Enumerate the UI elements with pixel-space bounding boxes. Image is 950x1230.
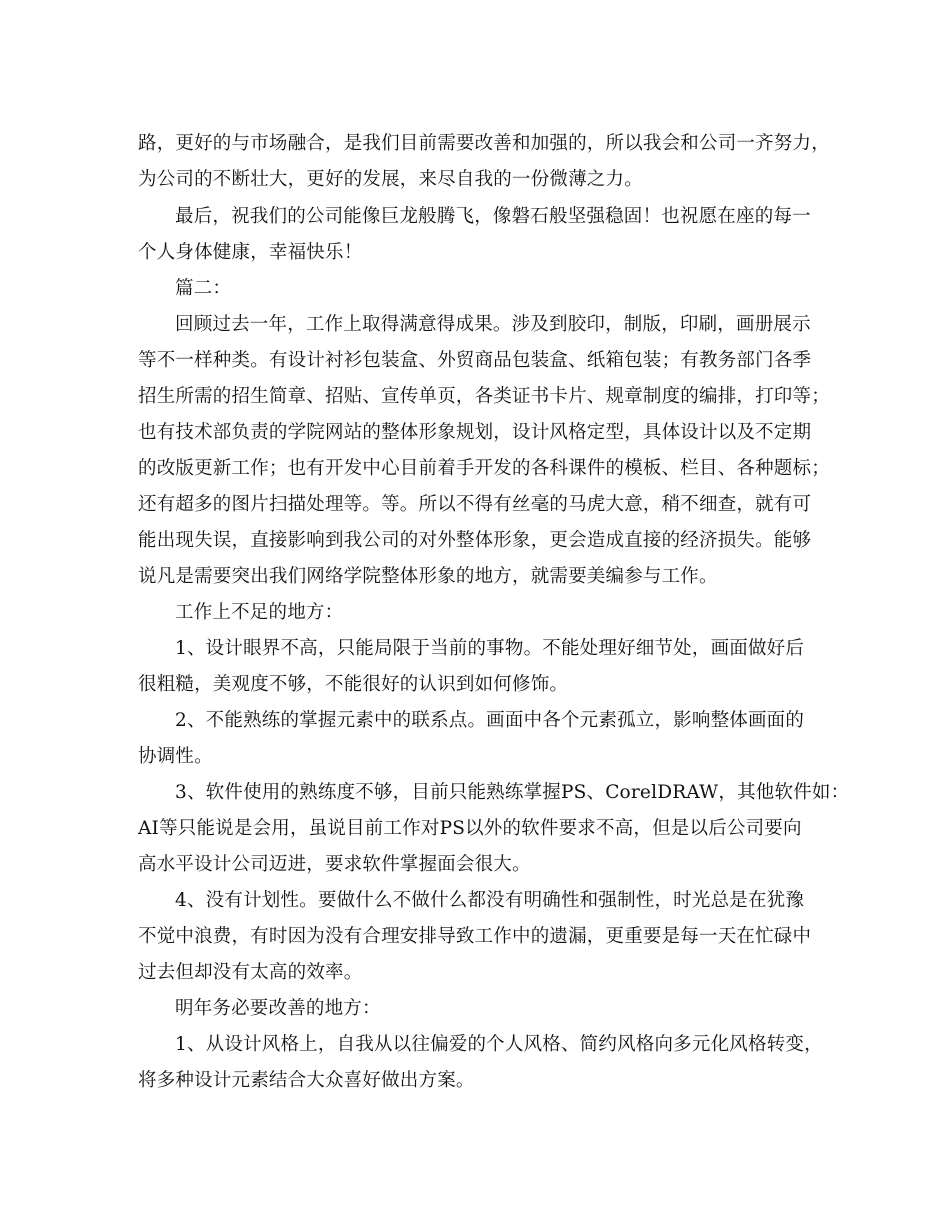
text-line: 能出现失误，直接影响到我公司的对外整体形象，更会造成直接的经济损失。能够 xyxy=(138,530,812,551)
text-line: 个人身体健康，幸福快乐！ xyxy=(138,242,363,263)
list-item: 1、从设计风格上，自我从以往偏爱的个人风格、简约风格向多元化风格转变， xyxy=(175,1034,823,1055)
text-line: 将多种设计元素结合大众喜好做出方案。 xyxy=(138,1070,475,1091)
text-line: 协调性。 xyxy=(138,746,213,767)
text-line: 高水平设计公司迈进，要求软件掌握面会很大。 xyxy=(138,854,531,875)
text-line: 说凡是需要突出我们网络学院整体形象的地方，就需要美编参与工作。 xyxy=(138,566,718,587)
text-line: 过去但却没有太高的效率。 xyxy=(138,962,363,983)
section-heading: 篇二： xyxy=(175,278,232,299)
text-line: 还有超多的图片扫描处理等。等。所以不得有丝毫的马虎大意，稍不细查，就有可 xyxy=(138,494,812,515)
text-line: 也有技术部负责的学院网站的整体形象规划，设计风格定型，具体设计以及不定期 xyxy=(138,422,812,443)
text-line: AI等只能说是会用，虽说目前工作对PS以外的软件要求不高，但是以后公司要向 xyxy=(138,818,802,839)
text-line: 的改版更新工作；也有开发中心目前着手开发的各科课件的模板、栏目、各种题标； xyxy=(138,458,830,479)
list-item: 3、软件使用的熟练度不够，目前只能熟练掌握PS、CorelDRAW，其他软件如： xyxy=(175,782,850,803)
text-line: 最后，祝我们的公司能像巨龙般腾飞，像磐石般坚强稳固！也祝愿在座的每一 xyxy=(175,206,811,227)
text-line: 等不一样种类。有设计衬衫包装盒、外贸商品包装盒、纸箱包装；有教务部门各季 xyxy=(138,350,812,371)
subheading: 明年务必要改善的地方： xyxy=(175,998,381,1019)
list-item: 4、没有计划性。要做什么不做什么都没有明确性和强制性，时光总是在犹豫 xyxy=(175,890,805,911)
subheading: 工作上不足的地方： xyxy=(175,602,344,623)
text-line: 很粗糙，美观度不够，不能很好的认识到如何修饰。 xyxy=(138,674,569,695)
list-item: 1、设计眼界不高，只能局限于当前的事物。不能处理好细节处，画面做好后 xyxy=(175,638,805,659)
text-line: 路，更好的与市场融合，是我们目前需要改善和加强的，所以我会和公司一齐努力， xyxy=(138,133,830,154)
list-item: 2、不能熟练的掌握元素中的联系点。画面中各个元素孤立，影响整体画面的 xyxy=(175,710,805,731)
text-line: 回顾过去一年，工作上取得满意得成果。涉及到胶印，制版，印刷，画册展示 xyxy=(175,314,811,335)
text-line: 招生所需的招生简章、招贴、宣传单页，各类证书卡片、规章制度的编排，打印等； xyxy=(138,386,830,407)
text-line: 为公司的不断壮大，更好的发展，来尽自我的一份微薄之力。 xyxy=(138,169,643,190)
text-line: 不觉中浪费，有时因为没有合理安排导致工作中的遗漏，更重要是每一天在忙碌中 xyxy=(138,926,812,947)
